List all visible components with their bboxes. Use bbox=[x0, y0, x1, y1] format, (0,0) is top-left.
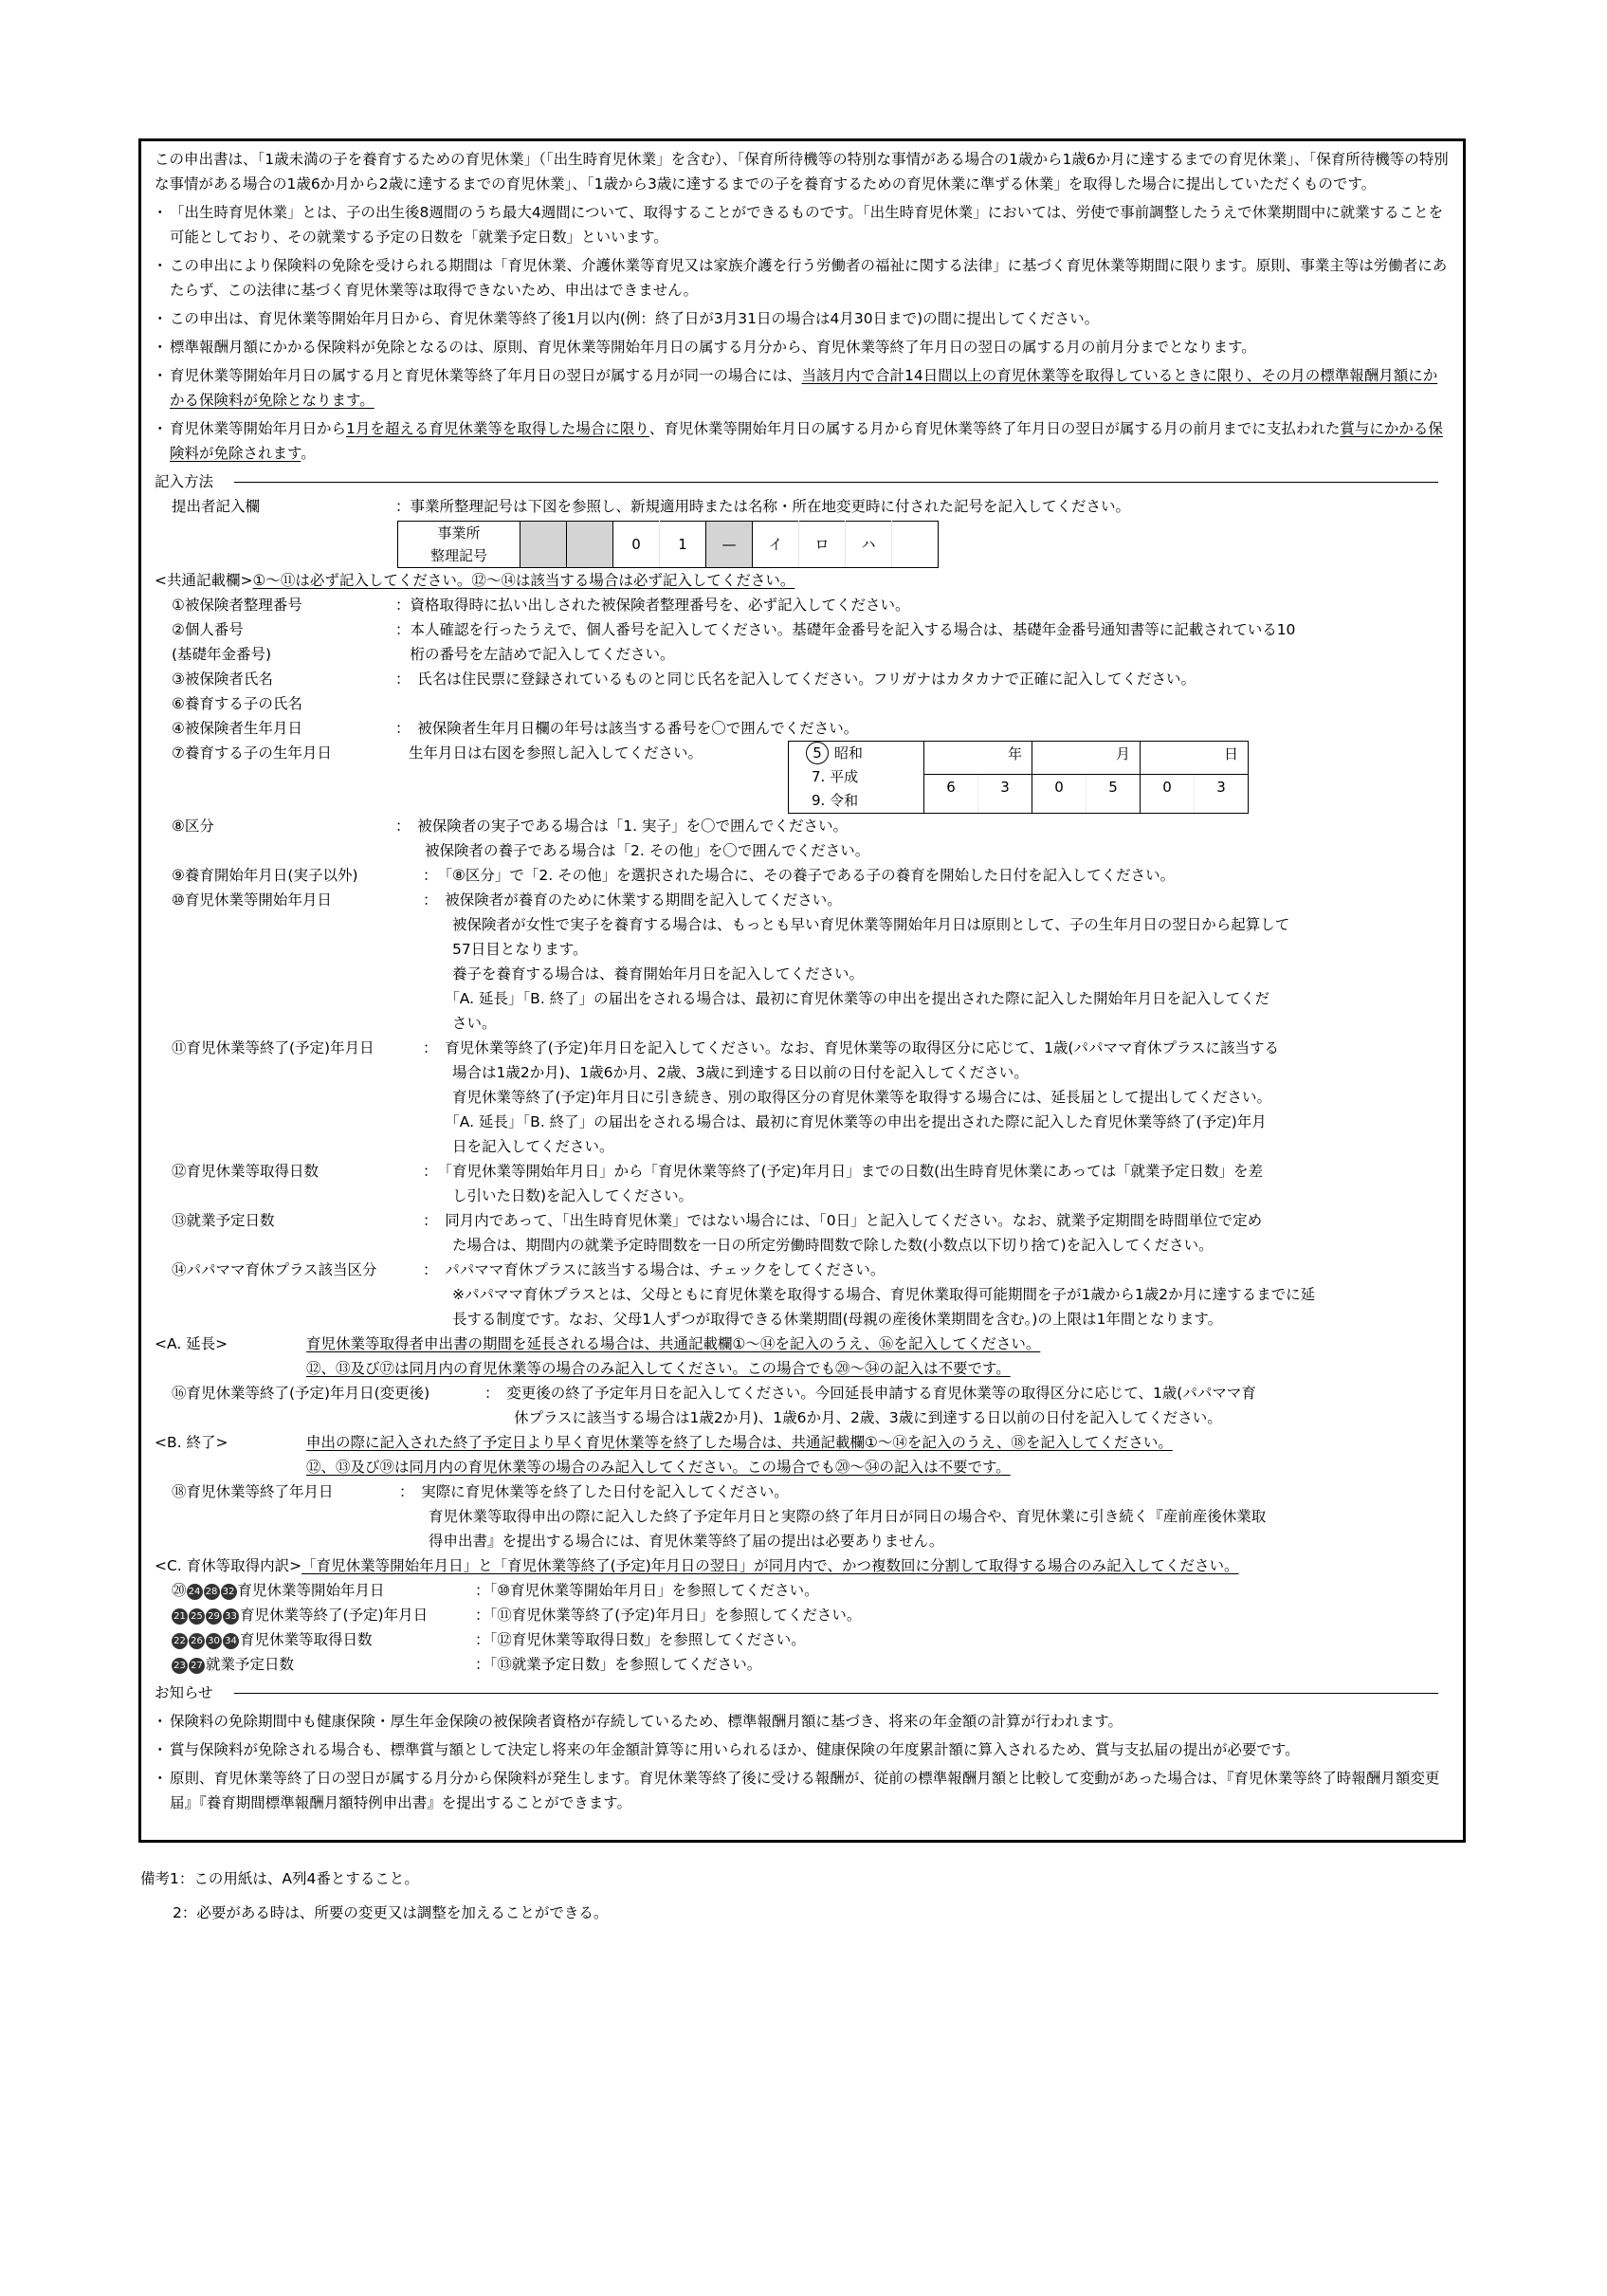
field-item: ⑱育児休業等終了年月日 ： 実際に育児休業等を終了した日付を記入してください。 育児休業等取得申出の際に記入した終了予定年月日と実際の終了年月日が同日の場合や、育児休業に引き続く『産前産後休業取 得申出書』を提出する場合には、育児休業等終了届の提出は必要ありません。 bbox=[172, 1483, 1267, 1550]
termination-section: <B. 終了> 申出の際に記入された終了予定日より早く育児休業等を終了した場合は、共通記載欄①～⑭を記入のうえ、⑱を記入してください。 ⑫、⑬及び⑲は同月内の育児休業等の場合のみ記入してください。この場合でも⑳～㉞の記入は不要です。 bbox=[155, 1434, 1173, 1476]
child-dob-row: ⑦養育する子の生年月日 生年月日は右図を参照し記入してください。 5 昭和 7. 平成 9. 令和 年 月 日 6 3 0 5 0 3 bbox=[155, 741, 1450, 814]
dob-example-table: 5 昭和 7. 平成 9. 令和 年 月 日 6 3 0 5 0 3 bbox=[788, 741, 1249, 814]
field-item: ⑧区分 ： 被保険者の実子である場合は「1. 実子」を〇で囲んでください。 被保険者の養子である場合は「2. その他」を〇で囲んでください。 bbox=[172, 817, 870, 859]
field-item: ⑫育児休業等取得日数 ： 「育児休業等開始年月日」から「育児休業等終了(予定)年月日」までの日数(出生時育児休業にあっては「就業予定日数」を差 し引いた日数)を記入してください。 bbox=[172, 1163, 1263, 1204]
field-item: ⑩育児休業等開始年月日 ： 被保険者が養育のために休業する期間を記入してください。 被保険者が女性で実子を養育する場合は、もっとも早い育児休業等開始年月日は原則として、子の生年月日の翌日から起算して 57日目となります。 養子を養育する場合は、養育開始年月日を記入してください。 「A. 延長」「B. 終了」の届出をされる場合は、最初に育児休業等の申出を提出された際に記入した開始年月日を記入してくだ さい。 bbox=[172, 891, 1290, 1032]
field-item: ⑭パパママ育休プラス該当区分 ： パパママ育休プラスに該当する場合は、チェックをしてください。 ※パパママ育休プラスとは、父母ともに育児休業を取得する場合、育児休業取得可能期間を子が1歳から1歳2か月に達するまでに延 長する制度です。なお、父母1人ずつが取得できる休業期間(母親の産後休業期間を含む。)の上限は1年間となります。 bbox=[172, 1261, 1316, 1328]
breakdown-item: 23 27 就業予定日数 ：「⑬就業予定日数」を参照してください。 bbox=[155, 1652, 1450, 1677]
field-item: ⑪育児休業等終了(予定)年月日 ： 育児休業等終了(予定)年月日を記入してください。なお、育児休業等の取得区分に応じて、1歳(パパママ育休プラスに該当する 場合は1歳2か月)、1歳6か月、2歳、3歳に到達する日以前の日付を記入してください。 育児休業等終了(予定)年月日に引き続き、別の取得区分の育児休業等を取得する場合には、延長届として提出してください。 「A. 延長」「B. 終了」の届出をされる場合は、最初に育児休業等の申出を提出された際に記入した育児休業等終了(予定)年月 日を記入してください。 bbox=[172, 1039, 1279, 1155]
office-code-example: 事業所 整理記号 0 1 — イ ロ ハ bbox=[397, 521, 939, 568]
notice-bullet: ・ 保険料の免除期間中も健康保険・厚生年金保険の被保険者資格が存続しているため、標準報酬月額に基づき、将来の年金額の計算が行われます。 bbox=[155, 1709, 1450, 1734]
remark-1: 備考1：この用紙は、A列4番とすること。 bbox=[140, 1870, 419, 1887]
field-item: ③被保険者氏名 ： 氏名は住民票に登録されているものと同じ氏名を記入してください。フリガナはカタカナで正確に記入してください。 bbox=[172, 670, 1196, 688]
field-item: (基礎年金番号) 桁の番号を左詰めで記入してください。 bbox=[172, 646, 675, 663]
intro-bullet: ・ 「出生時育児休業」とは、子の出生後8週間のうち最大4週間について、取得することができるものです。「出生時育児休業」においては、労使で事前調整したうえで休業期間中に就業することを可能としており、その就業する予定の日数を「就業予定日数」といいます。 bbox=[155, 200, 1450, 249]
field-item: ②個人番号 ：本人確認を行ったうえで、個人番号を記入してください。基礎年金番号を記入する場合は、基礎年金番号通知書等に記載されている10 bbox=[172, 621, 1296, 638]
era-list: 5 昭和 7. 平成 9. 令和 bbox=[789, 742, 924, 814]
field-item: ⑯育児休業等終了(予定)年月日(変更後) ： 変更後の終了予定年月日を記入してください。今回延長申請する育児休業等の取得区分に応じて、1歳(パパママ育 休プラスに該当する場合は1歳2か月)、1歳6か月、2歳、3歳に到達する日以前の日付を記入してください。 bbox=[172, 1385, 1256, 1426]
intro-bullet: ・ この申出は、育児休業等開始年月日から、育児休業等終了後1月以内(例：終了日が3月31日の場合は4月30日まで)の間に提出してください。 bbox=[155, 306, 1450, 331]
intro-bullet: ・ 育児休業等開始年月日の属する月と育児休業等終了年月日の翌日が属する月が同一の場合には、当該月内で合計14日間以上の育児休業等を取得しているときに限り、その月の標準報酬月額にかかる保険料が免除となります。 bbox=[155, 363, 1450, 413]
field-item: ①被保険者整理番号 ：資格取得時に払い出しされた被保険者整理番号を、必ず記入してください。 bbox=[172, 597, 910, 614]
section-heading-notice: お知らせ bbox=[155, 1681, 1450, 1705]
breakdown-heading: <C. 育休等取得内訳>「育児休業等開始年月日」と「育児休業等終了(予定)年月日の翌日」が同月内で、かつ複数回に分割して取得する場合のみ記入してください。 bbox=[155, 1557, 1239, 1574]
field-item: ④被保険者生年月日 ： 被保険者生年月日欄の年号は該当する番号を〇で囲んでください。 bbox=[172, 720, 859, 737]
divider bbox=[234, 1693, 1438, 1694]
intro-bullet: ・ この申出により保険料の免除を受けられる期間は「育児休業、介護休業等育児又は家族介護を行う労働者の福祉に関する法律」に基づく育児休業等期間に限ります。原則、事業主等は労働者にあたらず、この法律に基づく育児休業等は取得できないため、申出はできません。 bbox=[155, 253, 1450, 303]
divider bbox=[234, 482, 1438, 483]
breakdown-item: ⑳ 24 28 32 育児休業等開始年月日 ：「⑩育児休業等開始年月日」を参照してください。 bbox=[172, 1582, 819, 1599]
intro-text: この申出書は、「1歳未満の子を養育するための育児休業」（「出生時育児休業」を含む）、「保育所待機等の特別な事情がある場合の1歳から1歳6か月に達するまでの育児休業」、「保育所待機等の特別な事情がある場合の1歳6か月から2歳に達するまでの育児休業」、「1歳から3歳に達するまでの子を養育するための育児休業に準ずる休業」を取得した場合に提出していただくものです。 bbox=[155, 151, 1449, 193]
field-item: ⑬就業予定日数 ： 同月内であって、「出生時育児休業」ではない場合には、「0日」と記入してください。なお、就業予定期間を時間単位で定め た場合は、期間内の就業予定時間数を一日の所定労働時間数で除した数(小数点以下切り捨て)を記入してください。 bbox=[172, 1212, 1263, 1254]
field-item: ⑨養育開始年月日(実子以外) ： 「⑧区分」で「2. その他」を選択された場合に、その養子である子の養育を開始した日付を記入してください。 bbox=[172, 867, 1176, 884]
section-heading-method: 記入方法 bbox=[155, 469, 1450, 494]
breakdown-item: 22 26 30 34 育児休業等取得日数 ：「⑫育児休業等取得日数」を参照してください。 bbox=[155, 1627, 1450, 1652]
era-selected-circle: 5 bbox=[806, 742, 829, 764]
notice-bullet: ・ 原則、育児休業等終了日の翌日が属する月分から保険料が発生します。育児休業等終了後に受ける報酬が、従前の標準報酬月額と比較して変動があった場合は、『育児休業等終了時報酬月額変更届』『養育期間標準報酬月額特例申出書』を提出することができます。 bbox=[155, 1766, 1450, 1815]
submitter-row: 提出者記入欄 ：事業所整理記号は下図を参照し、新規適用時または名称・所在地変更時に付された記号を記入してください。 bbox=[172, 498, 1131, 515]
notice-bullet: ・ 賞与保険料が免除される場合も、標準賞与額として決定し将来の年金額計算等に用いられるほか、健康保険の年度累計額に算入されるため、賞与支払届の提出が必要です。 bbox=[155, 1737, 1450, 1762]
instructions-frame bbox=[138, 138, 1466, 1843]
intro-bullet: ・ 標準報酬月額にかかる保険料が免除となるのは、原則、育児休業等開始年月日の属する月分から、育児休業等終了年月日の翌日の属する月の前月分までとなります。 bbox=[155, 335, 1450, 359]
intro-bullet: ・ 育児休業等開始年月日から1月を超える育児休業等を取得した場合に限り、育児休業等開始年月日の属する月から育児休業等終了年月日の翌日が属する月の前月までに支払われた賞与にかかる保険料が免除されます。 bbox=[155, 416, 1450, 466]
field-item: ⑥養育する子の氏名 bbox=[172, 695, 302, 712]
extension-section: <A. 延長> 育児休業等取得者申出書の期間を延長される場合は、共通記載欄①～⑭を記入のうえ、⑯を記入してください。 ⑫、⑬及び⑰は同月内の育児休業等の場合のみ記入してください。この場合でも⑳～㉞の記入は不要です。 bbox=[155, 1335, 1041, 1377]
breakdown-item: 21 25 29 33 育児休業等終了(予定)年月日 ：「⑪育児休業等終了(予定)年月日」を参照してください。 bbox=[155, 1603, 1450, 1627]
remark-2: 2：必要がある時は、所要の変更又は調整を加えることができる。 bbox=[173, 1904, 609, 1921]
office-code-header: 事業所 整理記号 bbox=[398, 522, 520, 568]
common-fields-heading: <共通記載欄>①～⑪は必ず記入してください。⑫～⑭は該当する場合は必ず記入してください。 bbox=[155, 572, 795, 589]
